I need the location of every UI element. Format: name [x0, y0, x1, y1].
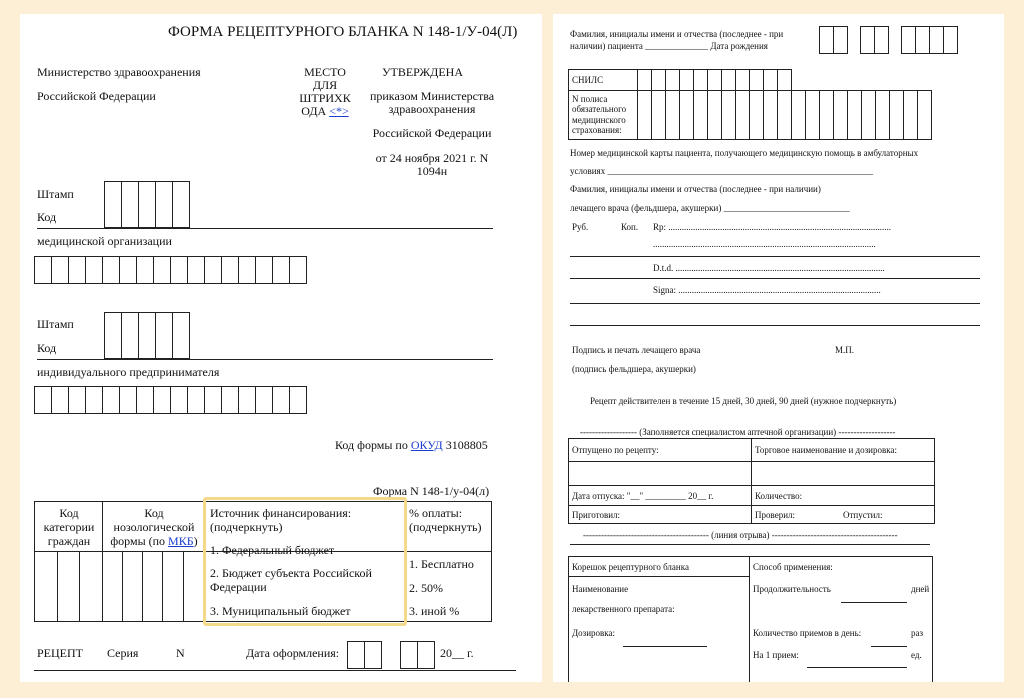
sign-sub-label: (подпись фельдшера, акушерки) [572, 364, 696, 374]
med-org-line [37, 228, 493, 229]
form-code-row [335, 439, 488, 453]
order-line3: Российской Федерации [372, 126, 492, 140]
trade-name-label: Торговое наименование и дозировка: [755, 445, 897, 455]
order-line4: от 24 ноября 2021 г. N [375, 151, 489, 165]
stamp1-label: Штамп [37, 187, 74, 201]
form-code-value: 3108805 [445, 438, 488, 452]
form-code-prefix: Код формы по [335, 438, 408, 452]
left-form-page [20, 14, 542, 682]
dtd-line[interactable]: D.t.d. ............................................................................................. [653, 263, 885, 273]
quantity-label: Количество: [755, 491, 803, 501]
times-label: раз [911, 628, 924, 638]
birth-year-cells[interactable] [901, 26, 958, 54]
pharmacy-separator: ------------------- (Заполняется специалистом аптечной организации) ------------------- [580, 427, 896, 437]
patient-line1: Фамилия, инициалы имени и отчества (последнее - при [570, 29, 784, 39]
barcode-label-1: МЕСТО [304, 65, 346, 79]
stub-label: Корешок рецептурного бланка [572, 562, 689, 572]
col-nosological-code [104, 507, 204, 548]
order-line2: здравоохранения [388, 102, 476, 116]
approved-label: УТВЕРЖДЕНА [382, 65, 464, 79]
doctor-line2[interactable]: лечащего врача (фельдшера, акушерки) ____________________________ [570, 203, 850, 213]
rp-dots[interactable]: ................................................................................................... [653, 239, 876, 249]
financing-option-1[interactable]: 1. Федеральный бюджет [210, 543, 335, 557]
sign-label: Подпись и печать лечащего врача [572, 345, 701, 355]
oms-label: N полиса обязательного медицинского страхования: [572, 94, 627, 136]
date-year: 20__ г. [440, 646, 474, 660]
financing-option-2[interactable]: 2. Бюджет субъекта Российской Федерации [210, 566, 372, 594]
entrepreneur-label: индивидуального предпринимателя [37, 365, 220, 379]
days-label: дней [911, 584, 930, 594]
barcode-footnote-link[interactable]: <*> [329, 104, 349, 118]
med-org-label: медицинской организации [37, 234, 172, 248]
mp-label: М.П. [835, 345, 855, 355]
checked-label: Проверил: [755, 510, 795, 520]
financing-option-3[interactable]: 3. Муниципальный бюджет [210, 604, 351, 618]
mkb-link[interactable]: МКБ [168, 533, 194, 548]
form-title: ФОРМА РЕЦЕПТУРНОГО БЛАНКА N 148-1/У-04(Л) [168, 24, 518, 40]
card-line1: Номер медицинской карты пациента, получающего медицинскую помощь в амбулаторных [570, 148, 919, 158]
right-form-page [553, 14, 1004, 682]
ministry-line2: Российской Федерации [37, 89, 156, 103]
financing-highlight [203, 497, 407, 626]
validity-text: Рецепт действителен в течение 15 дней, 30 дней, 90 дней (нужное подчеркнуть) [590, 396, 897, 406]
date-day-cells[interactable] [347, 641, 382, 669]
prepared-label: Приготовил: [572, 510, 621, 520]
stamp1-code-cells[interactable] [104, 181, 190, 228]
signa-line[interactable]: Signa: .......................................................................................... [653, 285, 881, 295]
date-dispensed-label[interactable]: Дата отпуска: "__" _________ 20__ г. [572, 491, 714, 501]
released-label: Отпустил: [843, 510, 883, 520]
rp-line[interactable]: Rp: ................................................................................................... [653, 222, 892, 232]
intakes-label: Количество приемов в день: [753, 628, 862, 638]
recipe-label: РЕЦЕПТ [37, 646, 83, 660]
ministry-line1: Министерство здравоохранения [37, 65, 201, 79]
birth-month-cells[interactable] [860, 26, 889, 54]
per-intake-label: На 1 прием: [753, 650, 799, 660]
col2-suffix: ) [193, 533, 198, 548]
date-month-cells[interactable] [400, 641, 435, 669]
okud-link[interactable]: ОКУД [410, 438, 443, 452]
kop-label: Коп. [621, 222, 639, 232]
date-label: Дата оформления: [246, 646, 340, 660]
dispensed-label: Отпущено по рецепту: [572, 445, 659, 455]
oms-cells[interactable] [637, 90, 932, 140]
barcode-label-2: ДЛЯ [312, 78, 338, 92]
payment-option-2[interactable]: 2. 50% [409, 581, 443, 595]
birth-day-cells[interactable] [819, 26, 848, 54]
stamp2-label: Штамп [37, 317, 74, 331]
med-org-code-cells[interactable] [34, 256, 307, 284]
payment-option-3[interactable]: 3. иной % [409, 604, 460, 618]
snils-label: СНИЛС [572, 75, 604, 85]
number-label: N [176, 646, 185, 660]
drug-name-label2: лекарственного препарата: [572, 604, 675, 614]
snils-cells[interactable] [637, 69, 792, 91]
cut-line: ------------------------------------------ (линия отрыва) ------------------------------------------ [583, 530, 898, 540]
rub-label: Руб. [572, 222, 589, 232]
form-number: Форма N 148-1/у-04(л) [373, 484, 490, 498]
card-line2[interactable]: условиях ___________________________________________________________ [570, 166, 873, 176]
entrepreneur-line [37, 359, 493, 360]
duration-label: Продолжительность [753, 584, 831, 594]
order-line1: приказом Министерства [369, 89, 495, 103]
patient-line2[interactable]: наличии) пациента ______________ Дата рождения [570, 41, 768, 51]
col-payment-header: % оплаты: (подчеркнуть) [409, 506, 482, 534]
drug-name-label1: Наименование [572, 584, 629, 594]
stamp2-code-cells[interactable] [104, 312, 190, 359]
stub-table [568, 556, 933, 682]
barcode-label-row4 [290, 105, 360, 119]
barcode-label-4: ОДА [301, 104, 327, 118]
col2-prefix: Код нозологической формы (по [110, 506, 195, 548]
usage-label: Способ применения: [753, 562, 833, 572]
series-label: Серия [107, 646, 139, 660]
col-financing-header: Источник финансирования: (подчеркнуть) [210, 506, 352, 534]
dosage-label: Дозировка: [572, 628, 615, 638]
payment-option-1[interactable]: 1. Бесплатно [409, 557, 474, 571]
entrepreneur-code-cells[interactable] [34, 386, 307, 414]
order-line5: 1094н [416, 164, 448, 178]
barcode-label-3: ШТРИХК [299, 91, 351, 105]
code2-label: Код [37, 341, 57, 355]
units-label: ед. [911, 650, 922, 660]
code1-label: Код [37, 210, 57, 224]
col-citizen-category: Код категории граждан [43, 506, 95, 548]
doctor-line1: Фамилия, инициалы имени и отчества (последнее - при наличии) [570, 184, 821, 194]
